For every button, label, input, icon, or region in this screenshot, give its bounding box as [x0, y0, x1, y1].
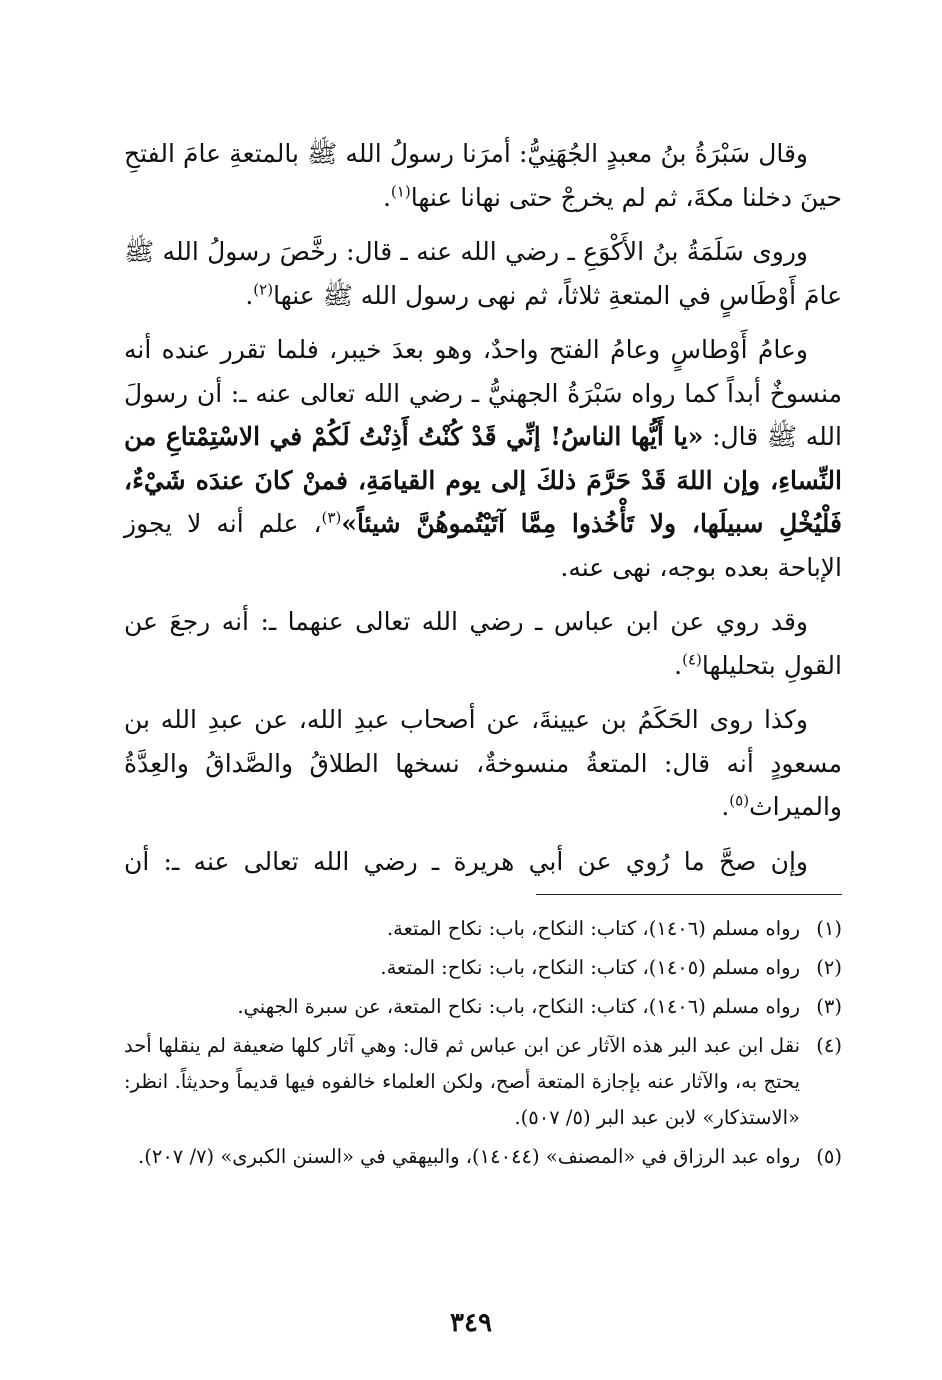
- footnote-4: [124, 1028, 842, 1136]
- paragraph-end: .: [382, 182, 391, 212]
- footnote-ref-4[interactable]: (٤): [682, 650, 702, 669]
- footnote-separator: [536, 894, 842, 895]
- paragraph-end: .: [721, 792, 730, 821]
- footnote-text: نقل ابن عبد البر هذه الآثار عن ابن عباس ثم قال: وهي آثار كلها ضعيفة لم ينقلها أحد يحتج به، والآثار عنه بإجازة المتعة أصح، ولكن العلماء خالفوه فيها قديماً وحديثاً. انظر: «الاستذكار» لابن عبد البر (٥/ ٥٠٧).: [124, 1034, 800, 1129]
- footnote-number: (٥): [816, 1145, 842, 1168]
- paragraph-2: [124, 230, 842, 317]
- footnote-text: رواه مسلم (١٤٠٦)، كتاب: النكاح، باب: نكاح المتعة.: [386, 917, 800, 940]
- paragraph-text: وروى سَلَمَةُ بنُ الأَكْوَعِ ـ رضي الله عنه ـ قال: رخَّصَ رسولُ الله ﷺ عامَ أَوْطَاسٍ في المتعةِ ثلاثاً، ثم نهى رسول الله ﷺ عنها: [124, 237, 842, 310]
- footnote-1: [124, 911, 842, 947]
- footnote-text: رواه عبد الرزاق في «المصنف» (١٤٠٤٤)، والبيهقي في «السنن الكبرى» (٧/ ٢٠٧).: [138, 1145, 800, 1168]
- hadith-quote: «يا أَيُّها الناسُ! إنِّي قَدْ كُنْتُ أَذِنْتُ لَكُمْ في الاسْتِمْتاعِ من النِّساءِ، وإن اللهَ قَدْ حَرَّمَ ذلكَ إلى يوم القيامَةِ، فمنْ كانَ عندَه شَيْءٌ، فَلْيُخْلِ سبيلَها، ولا تَأْخُذوا مِمَّا آتَيْتُموهُنَّ شيئاً»: [124, 422, 842, 538]
- footnote-text: رواه مسلم (١٤٠٦)، كتاب: النكاح، باب: نكاح المتعة، عن سبرة الجهني.: [237, 995, 800, 1018]
- footnote-ref-3[interactable]: (٣): [321, 508, 342, 527]
- paragraph-5: [124, 698, 842, 829]
- paragraph-3: [124, 328, 842, 589]
- paragraph-text: وعامُ أَوْطاسٍ وعامُ الفتح واحدٌ، وهو بعدَ خيبر، فلما تقرر عنده أنه منسوخٌ أبداً كما رواه سَبْرَةُ الجهنيُّ ـ رضي الله تعالى عنه ـ: أن رسولَ الله ﷺ قال:: [124, 335, 842, 451]
- paragraph-text: وقد روي عن ابن عباس ـ رضي الله تعالى عنهما ـ: أنه رجعَ عن القولِ بتحليلها: [124, 607, 842, 680]
- footnote-ref-5[interactable]: (٥): [729, 791, 750, 810]
- paragraph-text-after: ، علم أنه لا يجوز الإباحة بعده بوجه، نهى عنه.: [124, 509, 842, 582]
- footnote-3: [124, 989, 842, 1025]
- paragraph-text: وكذا روى الحَكَمُ بن عيينةَ، عن أصحاب عبدِ الله، عن عبدِ الله بن مسعودٍ أنه قال: المتعةُ منسوخةٌ، نسخها الطلاقُ والصَّداقُ والعِدَّةُ والميراث: [124, 705, 842, 821]
- footnote-ref-2[interactable]: (٢): [253, 280, 274, 299]
- paragraph-text: وإن صحَّ ما رُوي عن أبي هريرة ـ رضي الله تعالى عنه ـ: أن: [124, 846, 808, 876]
- paragraph-text: وقال سَبْرَةُ بنُ معبدٍ الجُهَنِيُّ: أمرَنا رسولُ الله ﷺ بالمتعةِ عامَ الفتحِ حينَ دخلنا مكةَ، ثم لم يخرجْ حتى نهانا عنها: [124, 139, 842, 212]
- paragraph-1: [124, 132, 842, 219]
- footnote-ref-1[interactable]: (١): [390, 182, 411, 201]
- footnote-number: (٤): [816, 1034, 842, 1057]
- footnote-number: (٢): [816, 956, 842, 979]
- paragraph-4: [124, 600, 842, 687]
- paragraph-6: [124, 840, 842, 884]
- footnote-2: [124, 950, 842, 986]
- paragraph-end: .: [245, 280, 254, 310]
- footnote-number: (١): [816, 917, 842, 940]
- footnote-5: [124, 1139, 842, 1175]
- footnote-text: رواه مسلم (١٤٠٥)، كتاب: النكاح، باب: نكاح: المتعة.: [380, 956, 800, 979]
- page-number: ٣٤٩: [450, 1308, 492, 1338]
- footnote-number: (٣): [816, 995, 842, 1018]
- paragraph-end: .: [674, 650, 683, 680]
